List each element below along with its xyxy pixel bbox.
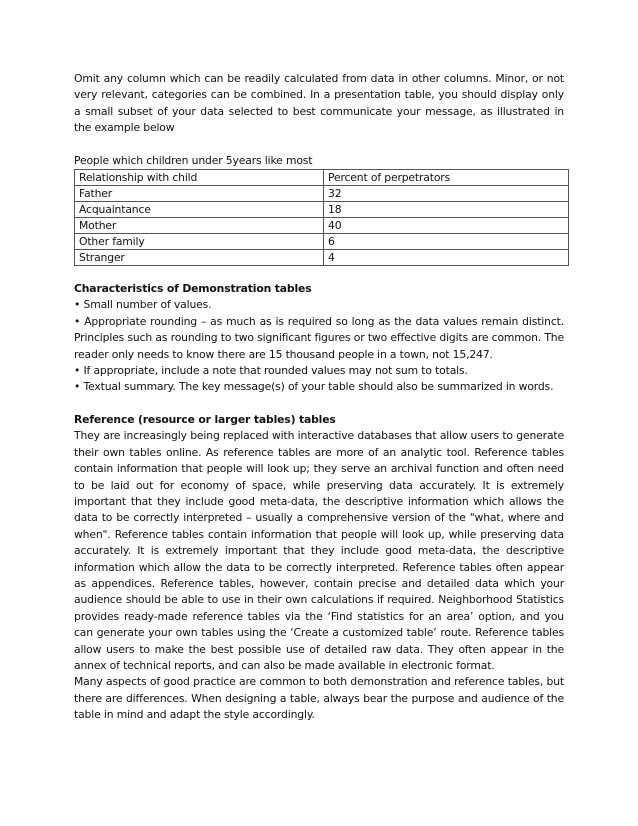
bullet-item: • Appropriate rounding – as much as is required so long as the data values remain distinct. Principles such as rounding to two significant figures or two effective digits are common. The reader only needs to know there are 15 thousand people in a town, not 15,247. — [74, 314, 564, 361]
table-header-row — [75, 170, 569, 186]
table-cell: Acquaintance — [75, 202, 324, 218]
table-row — [75, 202, 569, 218]
table-header-cell: Percent of perpetrators — [324, 170, 569, 186]
reference-paragraph: They are increasingly being replaced with interactive databases that allow users to generate their own tables online. As reference tables are more of an analytic tool. Reference tables contain information that people will look up; they serve an archival function and often need to be laid out for economy of space, while preserving data accurately. It is extremely important that they include good meta-data, the descriptive information which allows the data to be correctly interpreted – usually a comprehensive version of the "what, where and when". Reference tables contain information that people will look up, while preserving data accurately. It is extremely important that they include good meta-data, the descriptive information which allow the data to be correctly interpreted. Reference tables often appear as appendices. Reference tables, however, contain precise and detailed data which your audience should be able to use in their own calculations if required. Neighborhood Statistics provides ready-made reference tables via the ‘Find statistics for an area’ option, and you can generate your own tables using the ‘Create a customized table’ route. Reference tables allow users to make the best possible use of detailed raw data. They often appear in the annex of technical reports, and can also be made available in electronic format. — [74, 429, 564, 672]
good-practice-paragraph: Many aspects of good practice are common to both demonstration and reference tables, but there are differences. When designing a table, always bear the purpose and audience of the table in mind and adapt the style accordingly. — [74, 675, 564, 722]
bullet-item: • Small number of values. — [74, 298, 212, 312]
document-page — [74, 71, 564, 724]
table-cell: 40 — [324, 218, 569, 234]
table-cell: 6 — [324, 234, 569, 250]
table-header-cell: Relationship with child — [75, 170, 324, 186]
table-cell: Stranger — [75, 250, 324, 266]
section-heading-demonstration: Characteristics of Demonstration tables — [74, 282, 312, 296]
table-row — [75, 218, 569, 234]
table-row — [75, 186, 569, 202]
intro-paragraph: Omit any column which can be readily calculated from data in other columns. Minor, or not very relevant, categories can be combined. In a presentation table, you should display only a small subset of your data selected to best communicate your message, as illustrated in the example below — [74, 72, 564, 135]
table-cell: Father — [75, 186, 324, 202]
table-cell: Other family — [75, 234, 324, 250]
table-cell: Mother — [75, 218, 324, 234]
bullet-item: • Textual summary. The key message(s) of your table should also be summarized in words. — [74, 380, 554, 394]
table-cell: 4 — [324, 250, 569, 266]
perpetrators-table — [74, 169, 569, 266]
table-cell: 18 — [324, 202, 569, 218]
table-caption: People which children under 5years like most — [74, 153, 313, 167]
table-row — [75, 234, 569, 250]
bullet-item: • If appropriate, include a note that rounded values may not sum to totals. — [74, 364, 468, 378]
section-heading-reference: Reference (resource or larger tables) tables — [74, 412, 336, 426]
table-cell: 32 — [324, 186, 569, 202]
table-row — [75, 250, 569, 266]
